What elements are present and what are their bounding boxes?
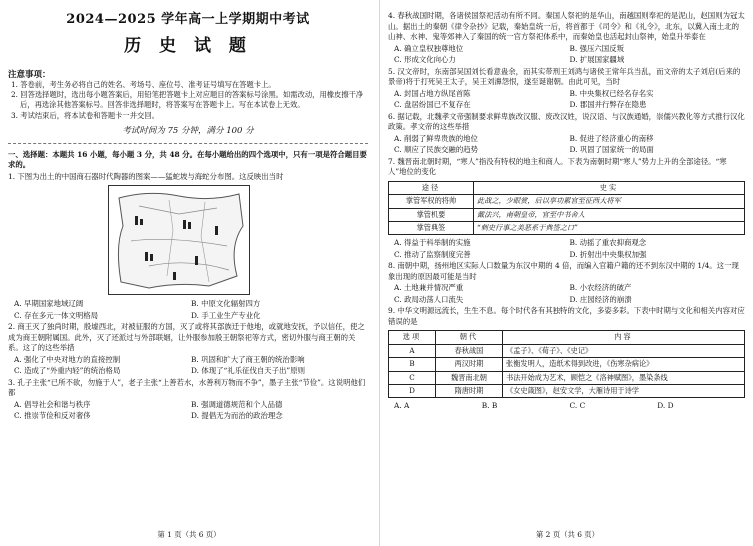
question-8: 8. 南朝中期，扬州地区实际人口数量为东汉中期的 4 倍，而编入官籍户籍的还不到东汉中期的 1/4。这一现象出现的原因最可能是当时 [388,261,739,281]
option: C. 顺应了民族交融的趋势 [394,145,478,155]
table-row [389,195,745,208]
option: D. 体现了“礼乐征伐自天子出”原则 [191,366,305,376]
table-row [389,358,745,371]
question-9: 9. 中华文明源远流长，生生不息。每个时代各有其独特的文化，多姿多彩。下表中时期与文化和相关内容对应错误的是 [388,306,745,326]
table-cell: 掌管军权的将帅 [389,195,474,208]
map-image [109,186,249,294]
page-footer: 第 1 页（共 6 页） [157,530,221,539]
table-header: 途径 [389,181,474,194]
note-item: 2. 回答选择题时，选出每小题答案后，用铅笔把答题卡上对应题目的答案标号涂黑。如需改动，用橡皮擦干净后，再选涂其他答案标号。回答非选择题时，将答案写在答题卡上。写在本试卷上无效。 [11,90,364,110]
table-row [389,371,745,384]
table-row [389,222,745,235]
table-header-row [389,331,745,344]
table-header: 史实 [474,181,745,194]
option: D. 手工业生产专业化 [191,310,261,320]
note-item: 1. 答卷前，考生务必将自己的姓名、考场号、座位号、准考证号填写在答题卡上。 [11,80,276,89]
option: D. 折射出中央集权加强 [569,249,647,259]
option: A. 土地兼并情况严重 [394,283,464,293]
question-1: 1. 下图为出土的中国商石器时代陶器的图案——猛蛇坡与海蛇分布图。这反映出当时 [8,171,284,181]
option: B. 强压六国反叛 [569,43,624,53]
option: C. 政局动荡人口流失 [394,294,464,304]
option: B. 巩固和扩大了商王朝的统治影响 [191,355,305,364]
table-cell: 此战之，少眼赏，后以享功累官至征西大将军 [474,195,745,208]
option: A. 倡导社会和谐与秩序 [14,400,91,409]
question-9-table [388,330,745,398]
dashed-divider [8,143,368,144]
option: D. 郡国并行弊存在隐患 [569,100,647,110]
question-8-options [388,282,745,305]
table-cell: B [389,358,436,371]
option: B. 中央集权已经名存名实 [569,88,654,98]
table-cell: 魏晋南北朝 [436,371,503,384]
table-header: 选项 [389,331,436,344]
exam-time: 考试时间为 75 分钟，满分 100 分 [122,125,254,136]
option: A. 封国占地方纵尾首陈 [394,88,471,98]
question-4-options [388,43,745,66]
page-two [382,0,753,546]
question-7-options [388,237,745,260]
question-7-table [388,181,745,236]
question-2: 2. 商王灭了独尚时期，殷墟西北，对被征服的方国，灭了或将其部族迁于他地，或就地安抚，予以信任，使之成为商王朝附属国。此外，灭了还派过与外部联姻，让外服参加殷王朝祭祀等方式，密切外服与商王朝的关系。这了的这些举措 [8,322,365,353]
page-divider [379,0,380,546]
question-6-options [388,133,745,156]
option: B. 小农经济的破产 [569,283,632,293]
table-cell: 春秋战国 [436,344,503,357]
option: A. 早期国家地域辽阔 [14,299,84,309]
exam-title: 2024—2025 学年高一上学期期中考试 [66,12,310,27]
option: A. A [394,401,410,411]
question-6: 6. 据记载，北魏孝文帝强制要求鲜卑族改汉服、废改汉姓，说汉语、与汉族通婚，崇儒兴教化等方式推行汉化政策。孝文帝的这些举措 [388,111,745,132]
table-cell: 掌管机要 [389,208,474,221]
table-cell: “刺史行事之美恶系于典签之口” [474,222,745,235]
option: D. D [657,401,674,411]
table-cell: 掌管典签 [389,222,474,235]
option: B. 强调道德规范和个人品德 [191,400,283,409]
table-header: 朝代 [436,331,503,344]
option: C. 造成了“外重内轻”的统治格局 [14,366,121,376]
table-header-row [389,181,745,194]
page-footer: 第 2 页（共 6 页） [535,530,600,539]
table-cell: 两汉时期 [436,358,503,371]
notes-heading: 注意事项： [8,70,51,80]
table-cell: 戴法兴，南朝皇帝，官至中书舍人 [474,208,745,221]
option: C. 形成文化向心力 [394,55,456,65]
option: A. 削弱了鲜卑贵族的地位 [394,133,478,143]
option: D. 庄园经济的崩溃 [569,294,632,304]
table-cell: D [389,385,436,398]
option: B. 动摇了重农抑商观念 [569,238,647,248]
note-item: 3. 考试结束后，将本试卷和答题卡一并交回。 [11,110,159,120]
option: B. 中原文化辐射四方 [191,299,261,309]
table-row [389,385,745,398]
distribution-map [108,185,250,295]
table-cell: A [389,344,436,357]
table-row [389,208,745,221]
table-cell: 张衡发明人，造纸术得到改进，《伤寒杂病论》 [503,358,745,371]
table-cell: 《女史箴图》，赵安文学，大雁诗用于诗学 [503,385,745,398]
table-cell: 《孟子》、《荀子》、《史记》 [503,344,745,357]
option: B. 促进了经济重心的南移 [569,133,654,143]
question-7: 7. 魏晋南北朝时期，“寒人”指没有特权的地主和商人。下表为南朝时期“寒人”势力上升的全部途径。“寒人”地位的变化 [388,156,727,177]
option: D. 巩固了国家统一的局面 [569,145,654,155]
table-row [389,344,745,357]
option: D. 提倡无为而治的政治理念 [191,411,283,421]
question-4: 4. 春秋战国时期，各诸侯国祭祀活动有所不同。秦国人祭祀的是华山，南越国则奉祀的是泥山，赵国则为冠太山。据出土的秦朝《律令杂抄》记载，秦始皇统一后，将首都于《司令》和《礼令》，北东，以冀入南土北的山神、水神、鬼等郊神入了秦国的统一官方祭祀体系中，而秦始皇也活起封山祭神，始皇升举泰在 [388,11,745,42]
option: C. 推动了监察制度完善 [394,249,471,259]
table-header: 内容 [503,331,745,344]
question-1-options [8,298,368,321]
question-5-options [388,88,745,111]
option: A. 得益于科举制的实施 [394,238,471,248]
table-cell: 隋唐时期 [436,385,503,398]
question-2-options [8,354,368,377]
option: C. C [569,401,586,411]
option: D. 扩展国家疆域 [569,55,625,65]
option: C. 推崇节俭和反对奢侈 [14,411,91,421]
option: A. 强化了中央对地方的直接控制 [14,355,121,364]
question-9-options [388,400,745,412]
table-cell: C [389,371,436,384]
section-heading: 一、选择题：本题共 16 小题，每小题 3 分，共 48 分。在每小题给出的四个选项中，只有一项是符合题目要求的。 [8,149,367,170]
question-3-options [8,399,368,422]
option: A. 确立皇权独尊地位 [394,43,464,53]
table-cell: 书法开始成为艺术，顾恺之《洛神赋图》，墨染条线 [503,371,745,384]
option: B. B [481,401,498,411]
question-5: 5. 汉文帝时，东南部吴国刘长看意蛊余，而其实带刑王刘鸿与诸侯王常年兵当乱，而文帝的太子刘启(后来的景帝)将于打死吴王太子，吴王刘濞怨恨，遂至诞谢朝。由此可见，当时 [388,66,741,87]
option: C. 存在多元一体文明格局 [14,310,98,320]
question-3: 3. 孔子主张“已所不欲，勿施于人”，老子主张“上善若水，水善利万物而不争”，墨子主张“节俭”。这说明他们都 [8,377,366,398]
option: C. 盘居纷国已不复存在 [394,100,471,110]
subject-title: 历 史 试 题 [124,36,252,56]
